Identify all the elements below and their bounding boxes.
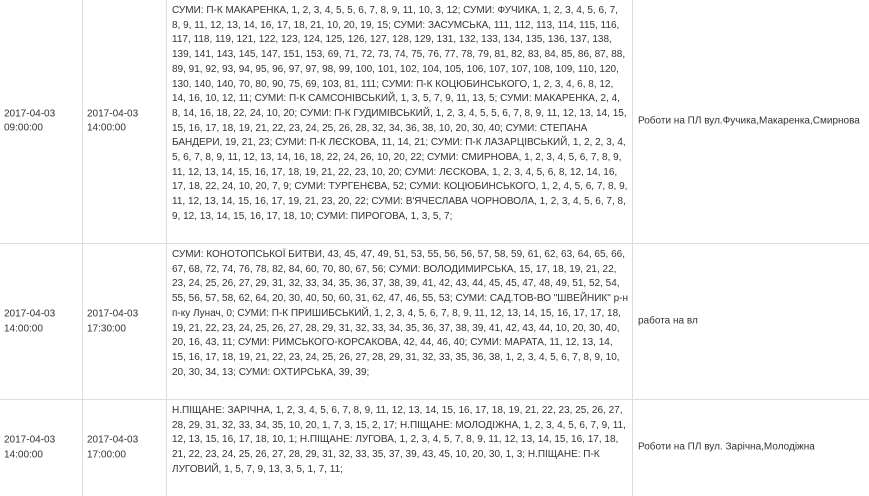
address-list: СУМИ: П-К МАКАРЕНКА, 1, 2, 3, 4, 5, 5, 6, 7, 8, 9, 11, 10, 3, 12; СУМИ: ФУЧИКА, 1, 2, 3, 4, 5, 6, 7, 8, 9, 11, 12, 13, 14, 16, 17, 18, 21, 10, 20, 19, 15; СУМИ: ЗАСУМСЬКА, 111, 112, 113, 114, 115, 116, 117, 118, 119, 121, 122, 123, 124, 125, 126, 127, 128, 129, 131, 132, 133, 134, 135, 136, 137, 138, 139, 141, 143, 145, 147, 151, 153, 69, 71, 72, 73, 74, 75, 76, 77, 78, 79, 81, 82, 83, 84, 85, 86, 87, 88, 89, 91, 92, 93, 94, 95, 96, 97, 97, 98, 99, 100, 101, 102, 104, 105, 106, 107, 107, 108, 109, 110, 120, 130, 140, 140, 70, 80, 90, 75, 69, 103, 81, 111; СУМИ: П-К КОЦЮБИНСЬКОГО, 1, 2, 3, 4, 6, 8, 12, 14, 16, 10, 12, 11; СУМИ: П-К САМСОНІВСЬКИЙ, 1, 3, 5, 7, 9, 11, 13, 5; СУМИ: МАКАРЕНКА, 2, 4, 8, 14, 16, 18, 22, 24, 10, 20; СУМИ: П-К ГУДИМІВСЬКИЙ, 1, 2, 3, 4, 5, 5, 6, 7, 8, 9, 11, 12, 13, 14, 15, 15, 16, 17, 18, 19, 21, 22, 23, 24, 25, 26, 28, 32, 34, 36, 38, 10, 20, 30, 40; СУМИ: СТЕПАНА БАНДЕРИ, 19, 21, 23; СУМИ: П-К ЛЄСКОВА, 11, 14, 21; СУМИ: П-К ЛАЗАРЦІВСЬКИЙ, 1, 2, 2, 3, 4, 5, 6, 7, 8, 9, 11, 12, 13, 14, 16, 18, 22, 24, 26, 10, 20, 22; СУМИ: СМИРНОВА, 1, 2, 3, 4, 5, 6, 7, 8, 9, 11, 12, 13, 14, 15, 16, 17, 18, 19, 21, 22, 23, 10, 20; СУМИ: ЛЄСКОВА, 1, 2, 3, 4, 5, 6, 8, 12, 14, 16, 17, 18, 22, 24, 10, 20, 7, 9; СУМИ: ТУРГЕНЄВА, 52; СУМИ: КОЦЮБИНСЬКОГО, 1, 2, 4, 5, 6, 7, 8, 9, 11, 12, 13, 14, 15, 16, 17, 19, 21, 23, 20, 22; СУМИ: В'ЯЧЕСЛАВА ЧОРНОВОЛА, 1, 2, 3, 4, 5, 6, 7, 8, 9, 12, 13, 14, 15, 16, 17, 18, 10; СУМИ: ПИРОГОВА, 1, 3, 5, 7;: [172, 5, 628, 222]
table-row: [0, 243, 869, 400]
start-time: 2017-04-03 09:00:00: [4, 107, 56, 134]
start-time-cell: [0, 400, 82, 496]
start-time: 2017-04-03 14:00:00: [4, 308, 56, 334]
start-time: 2017-04-03 14:00:00: [4, 434, 56, 460]
work-description: работа на вл: [638, 315, 698, 327]
end-time-cell: [82, 244, 166, 400]
end-time-cell: [82, 400, 166, 496]
start-time-cell: [0, 244, 82, 400]
table-row: [0, 0, 869, 243]
end-time: 2017-04-03 17:30:00: [87, 308, 139, 334]
addresses-cell: [166, 0, 632, 243]
address-list: СУМИ: КОНОТОПСЬКОЇ БИТВИ, 43, 45, 47, 49, 51, 53, 55, 56, 56, 57, 58, 59, 61, 62, 63, 64, 65, 66, 67, 68, 72, 74, 76, 78, 82, 84, 60, 70, 80, 67, 56; СУМИ: ВОЛОДИМИРСЬКА, 15, 17, 18, 19, 21, 22, 23, 24, 25, 26, 27, 29, 31, 32, 33, 34, 35, 36, 37, 38, 39, 41, 42, 43, 44, 45, 45, 47, 48, 49, 51, 52, 54, 55, 56, 57, 58, 62, 64, 20, 30, 40, 50, 60, 31, 62, 47, 46, 55, 53; СУМИ: САД.ТОВ-ВО "ШВЕЙНИК" р-н п-ку Лунач, 0; СУМИ: П-К ПРИШИБСЬКИЙ, 1, 2, 3, 4, 5, 6, 7, 8, 9, 11, 12, 13, 14, 15, 16, 17, 17, 18, 19, 21, 22, 23, 24, 25, 26, 27, 28, 29, 31, 32, 33, 34, 35, 36, 37, 38, 39, 41, 42, 43, 44, 10, 20, 30, 40, 20, 16, 43, 11; СУМИ: РИМСЬКОГО-КОРСАКОВА, 42, 44, 46, 40; СУМИ: МАРАТА, 11, 12, 13, 14, 15, 16, 17, 18, 19, 21, 22, 23, 24, 25, 26, 27, 28, 29, 31, 32, 33, 35, 36, 38, 1, 2, 3, 4, 5, 6, 7, 8, 9, 10, 20, 30, 34, 13; СУМИ: ОХТИРСЬКА, 39, 39;: [172, 249, 628, 378]
table-row: [0, 399, 869, 496]
work-description: Роботи на ПЛ вул. Зарічна,Молодіжна: [638, 441, 815, 453]
end-time-cell: [82, 0, 166, 243]
start-time-cell: [0, 0, 82, 243]
note-cell: [632, 244, 869, 400]
addresses-cell: [166, 400, 632, 496]
end-time: 2017-04-03 14:00:00: [87, 107, 139, 134]
note-cell: [632, 400, 869, 496]
address-list: Н.ПІЩАНЕ: ЗАРІЧНА, 1, 2, 3, 4, 5, 6, 7, 8, 9, 11, 12, 13, 14, 15, 16, 17, 18, 19, 21, 22, 23, 25, 26, 27, 28, 29, 31, 32, 33, 34, 35, 10, 20, 1, 7, 3, 15, 2, 17; Н.ПІЩАНЕ: МОЛОДІЖНА, 1, 2, 3, 4, 5, 6, 7, 9, 11, 12, 13, 15, 16, 17, 18, 10, 1; Н.ПІЩАНЕ: ЛУГОВА, 1, 2, 3, 4, 5, 7, 8, 9, 11, 12, 13, 14, 15, 16, 17, 18, 21, 22, 23, 24, 25, 26, 27, 28, 29, 31, 32, 33, 35, 37, 39, 43, 45, 10, 20, 30, 1, 3; Н.ПІЩАНЕ: П-К ЛУГОВИЙ, 1, 5, 7, 9, 13, 3, 5, 1, 7, 11;: [172, 405, 626, 475]
addresses-cell: [166, 244, 632, 400]
work-description: Роботи на ПЛ вул.Фучика,Макаренка,Смирнова: [638, 115, 860, 127]
end-time: 2017-04-03 17:00:00: [87, 434, 139, 460]
note-cell: [632, 0, 869, 243]
